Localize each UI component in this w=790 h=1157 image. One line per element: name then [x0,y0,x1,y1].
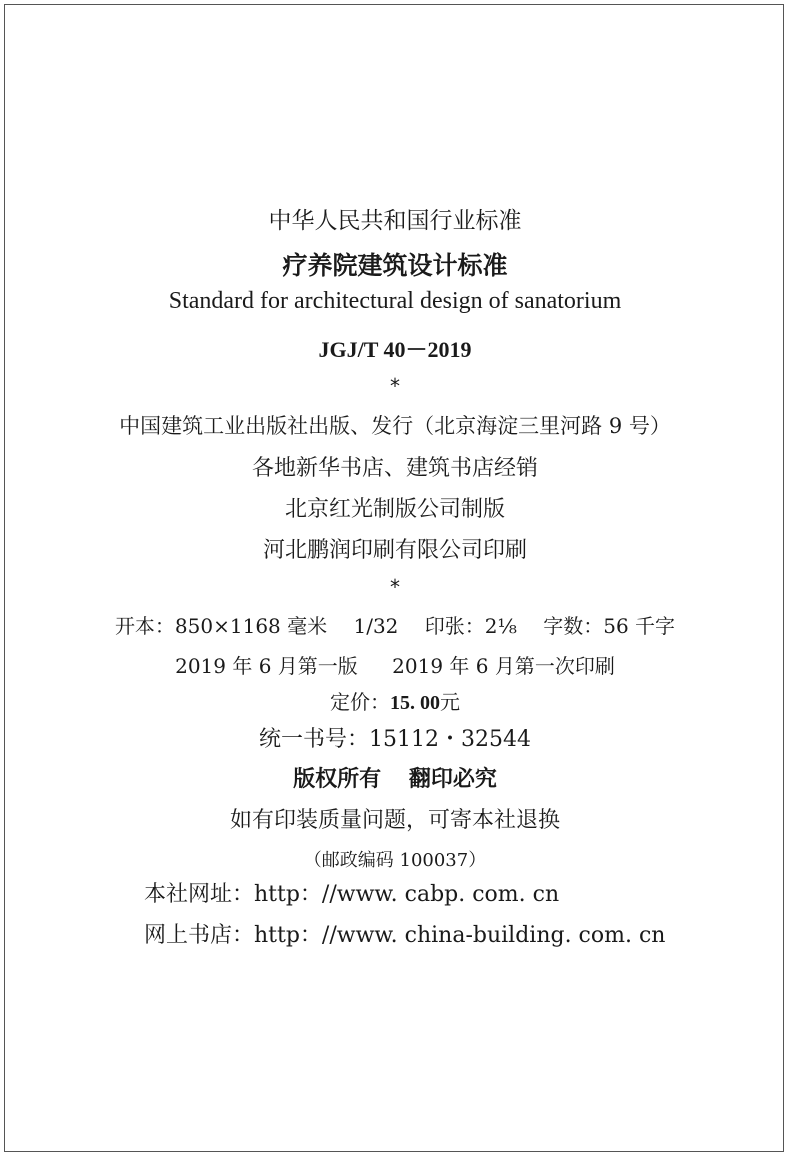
spec-format: 开本：850×1168 毫米 [114,614,328,638]
price-unit: 元 [440,690,460,714]
spec-sheets: 印张：2⅛ [424,614,517,638]
separator-star [0,575,790,599]
first-edition: 2019 年 6 月第一版 [175,654,358,678]
price-line [0,686,790,715]
distributor-line: 各地新华书店、建筑书店经销 [251,456,538,481]
separator-star-text: * [390,374,400,398]
specs-line [0,610,790,639]
reproduction-prohibited: 翻印必究 [408,767,497,792]
spec-words: 字数：56 千字 [543,614,676,638]
price-label: 定价： [330,690,390,714]
separator-star-text: * [390,575,400,599]
rights-line [0,762,790,793]
unified-book-number: 统一书号：15112・32544 [259,727,531,752]
price-value: 15. 00 [390,692,440,714]
printer-line: 河北鹏润印刷有限公司印刷 [262,538,527,563]
publisher-website: 本社网址：http：//www. cabp. com. cn [144,882,560,907]
publisher-line: 中国建筑工业出版社出版、发行（北京海淀三里河路 9 号） [119,414,671,438]
separator-star [0,374,790,398]
standard-series: 中华人民共和国行业标准 [268,208,522,234]
standard-code: JGJ/T 40－2019 [318,337,472,362]
title-english: Standard for architectural design of sanatorium [168,288,622,314]
edition-line [0,650,790,679]
rights-reserved: 版权所有 [293,767,382,792]
online-store: 网上书店：http：//www. china-building. com. cn [144,923,666,948]
postal-code: （邮政编码 100037） [303,850,487,871]
plate-maker-line: 北京红光制版公司制版 [284,497,505,522]
spec-fold: 1/32 [353,614,399,638]
title-chinese: 疗养院建筑设计标准 [282,251,508,280]
first-printing: 2019 年 6 月第一次印刷 [392,654,615,678]
quality-notice: 如有印装质量问题，可寄本社退换 [229,808,560,833]
